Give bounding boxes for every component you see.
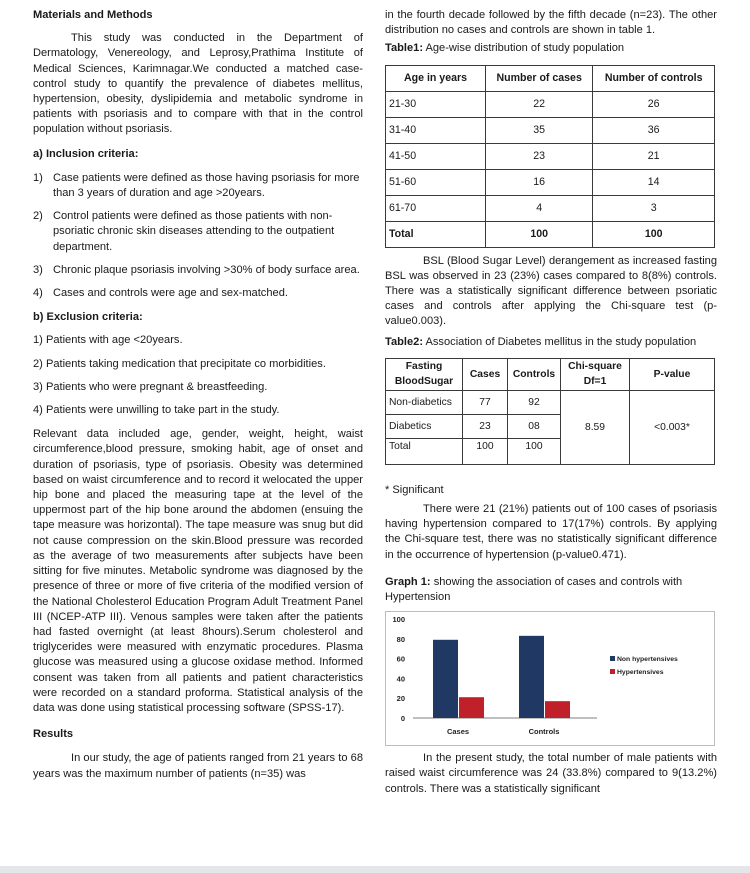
exclusion-item: 4) Patients were unwilling to take part in the study.: [33, 404, 280, 417]
waist-paragraph: In the present study, the total number of male patients with raised waist circumference was 24 (33.8%) compared to 9(13.2%) controls. There was a statistically significant: [385, 752, 717, 795]
table-cell: 35: [486, 117, 593, 143]
table-cell: 100: [593, 221, 715, 247]
table-cell: 31-40: [386, 117, 486, 143]
left-column: [33, 0, 363, 782]
table1: [385, 65, 715, 248]
legend-label: Non hypertensives: [617, 656, 678, 664]
bar-controls-1: [545, 701, 570, 718]
table-cell: 14: [593, 169, 715, 195]
exclusion-item: 3) Patients who were pregnant & breastfeeding.: [33, 380, 268, 393]
methods-paragraph: This study was conducted in the Department of Dermatology, Venereology, and Leprosy,Prathima Institute of Medical Sciences, Karimnagar.We conducted a matched case-control study to quantify the prevalence of diabetes mellitus, hypertension, obesity, dyslipidemia and metabolic syndrome in patients with psoriasis and to compare with that in the control population without psoriasis.: [33, 32, 363, 136]
table-row: [386, 390, 715, 414]
table-cell: 22: [486, 91, 593, 117]
table-cell: 41-50: [386, 143, 486, 169]
table2-header: Cases: [463, 358, 508, 390]
right-column: [385, 0, 717, 797]
table-cell: 77: [463, 390, 508, 414]
y-tick-label: 100: [392, 615, 405, 625]
data-collection-paragraph: Relevant data included age, gender, weight, height, waist circumference,blood pressure, smoking habit, age of onset and duration of psoriasis, type of psoriasis. Obesity was determined based on waist circumference and to record it welocated the upper hip bone and placed the measuring tape at the level of the uppermost part of the hip bone around the abdomen (ensuing the tape measure was horizontal). The tape measure was snug but did not cause compression on the skin.Blood pressure was recorded as the average of two measurements after subjects have been sitting for five minutes. Metabolic syndrome was diagnosed by the presence of three or more of five criteria of the modified version of the National Cholesterol Education Program Adult Treatment Panel III (NCEP-ATP III). Venous samples were taken after the patients had fasted overnight (at least 8hours).Serum cholesterol and triglycerides were measured with enzymatic procedures. Plasma glucose was measured using a glucose oxidase method. Informed consent was taken from all patients and patient characteristics were recorded on a standard proforma. Statistical analysis of the data was done using statistical processing software (SPSS-17).: [33, 428, 363, 714]
table-cell: 51-60: [386, 169, 486, 195]
table-cell: Total: [386, 221, 486, 247]
table-cell: 26: [593, 91, 715, 117]
table-cell: 21: [593, 143, 715, 169]
chi-square-cell: 8.59: [561, 390, 630, 464]
bar-cases-0: [433, 640, 458, 718]
table-cell: 100: [463, 438, 508, 464]
p-value-cell: <0.003*: [630, 390, 715, 464]
bar-controls-0: [519, 636, 544, 718]
legend-label: Hypertensives: [617, 669, 664, 677]
table-row: [386, 117, 715, 143]
exclusion-item: 2) Patients taking medication that precipitate co morbidities.: [33, 357, 326, 370]
significant-footnote: * Significant: [385, 483, 444, 496]
bottom-scroll-strip: [0, 866, 750, 873]
hypertension-bar-chart: [385, 611, 715, 746]
y-tick-label: 80: [396, 635, 405, 645]
x-tick-label: Controls: [528, 727, 560, 737]
table-cell: 23: [486, 143, 593, 169]
table-row: [386, 195, 715, 221]
x-tick-label: Cases: [446, 727, 470, 737]
table2-header: Controls: [508, 358, 561, 390]
right-top-paragraph: in the fourth decade followed by the fifth decade (n=23). The other distribution no cases and controls are shown in table 1.: [385, 9, 717, 37]
table2: [385, 358, 715, 465]
table-cell: Diabetics: [386, 414, 463, 438]
table-cell: 23: [463, 414, 508, 438]
exclusion-heading: b) Exclusion criteria:: [33, 311, 143, 324]
bar-cases-1: [459, 697, 484, 718]
table1-header: Age in years: [386, 65, 486, 91]
table1-header: Number of cases: [486, 65, 593, 91]
table-cell: 100: [486, 221, 593, 247]
table1-header: Number of controls: [593, 65, 715, 91]
table1-caption: Table1: Age-wise distribution of study population: [385, 42, 625, 55]
inclusion-item: 3) Chronic plaque psoriasis involving >30% of body surface area.: [33, 263, 360, 276]
table-cell: Non-diabetics: [386, 390, 463, 414]
table-cell: 16: [486, 169, 593, 195]
table1-total-row: [386, 221, 715, 247]
exclusion-item: 1) Patients with age <20years.: [33, 334, 183, 347]
table2-header: Chi-square Df=1: [561, 358, 630, 390]
table-cell: 36: [593, 117, 715, 143]
y-tick-label: 60: [396, 654, 405, 664]
table2-header-row: [386, 358, 715, 390]
table-row: [386, 91, 715, 117]
table-cell: 61-70: [386, 195, 486, 221]
table2-header: Fasting BloodSugar: [386, 358, 463, 390]
graph1-caption: Graph 1: showing the association of cases and controls with Hypertension: [385, 575, 683, 604]
table-cell: 92: [508, 390, 561, 414]
table-cell: 21-30: [386, 91, 486, 117]
inclusion-item: 2) Control patients were defined as those patients with non-psoriatic chronic skin diseases attending to the outpatient department.: [33, 210, 335, 253]
table2-caption: Table2: Association of Diabetes mellitus in the study population: [385, 335, 697, 348]
hypertension-paragraph: There were 21 (21%) patients out of 100 cases of psoriasis having hypertension compared to 17(17%) controls. By applying the Chi-square test, there was no statistically significant difference in the occurrence of hypertension (p-value0.471).: [385, 503, 717, 561]
table-row: [386, 169, 715, 195]
y-tick-label: 0: [400, 714, 405, 724]
table1-header-row: [386, 65, 715, 91]
table-row: [386, 143, 715, 169]
inclusion-list: [33, 171, 363, 301]
inclusion-heading: a) Inclusion criteria:: [33, 147, 139, 160]
legend-swatch: [610, 669, 615, 674]
methods-heading: Materials and Methods: [33, 9, 153, 21]
table-cell: Total: [386, 438, 463, 464]
inclusion-item: 1) Case patients were defined as those having psoriasis for more than 3 years of duration and age >20years.: [33, 171, 360, 200]
table2-header: P-value: [630, 358, 715, 390]
inclusion-item: 4) Cases and controls were age and sex-matched.: [33, 287, 288, 300]
results-paragraph: In our study, the age of patients ranged from 21 years to 68 years was the maximum number of patients (n=35) was: [33, 752, 363, 780]
exclusion-list: [33, 333, 363, 418]
legend-swatch: [610, 656, 615, 661]
table-cell: 08: [508, 414, 561, 438]
table-cell: 100: [508, 438, 561, 464]
y-tick-label: 20: [396, 694, 405, 704]
bsl-paragraph: BSL (Blood Sugar Level) derangement as increased fasting BSL was observed in 23 (23%) cases compared to 8(8%) controls. There was a statistically significant difference between psoriatic cases and controls after applying the Chi-square test (p-value0.003).: [385, 254, 717, 328]
table-cell: 3: [593, 195, 715, 221]
table-cell: 4: [486, 195, 593, 221]
y-tick-label: 40: [396, 674, 405, 684]
results-heading: Results: [33, 728, 74, 741]
